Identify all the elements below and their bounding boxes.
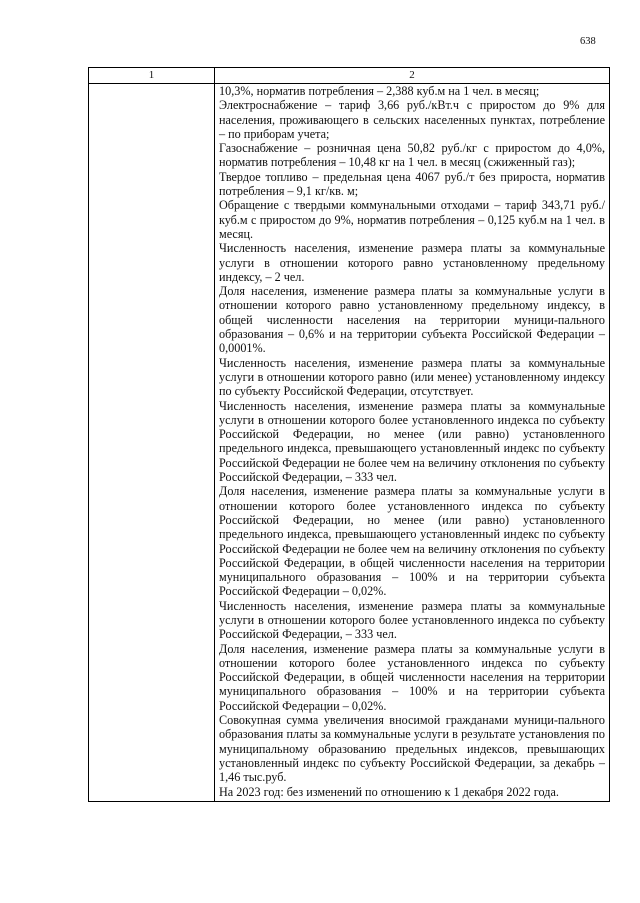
column-header-2: 2 xyxy=(215,68,610,84)
paragraph: Газоснабжение – розничная цена 50,82 руб./кг с приростом до 4,0%, норматив потребления – 10,48 кг на 1 чел. в месяц (сжиженный газ); xyxy=(219,141,605,170)
page-number: 638 xyxy=(580,36,596,47)
table-header-row xyxy=(89,68,610,84)
paragraph: Численность населения, изменение размера платы за коммунальные услуги в отношении которого более установленного индекса по субъекту Российской Федерации, но менее (или равно) установленного предельного индекса, превышающего установленный индекс по субъекту Российской Федерации не более чем на величину отклонения по субъекту Российской Федерации, – 333 чел. xyxy=(219,398,605,485)
paragraph: На 2023 год: без изменений по отношению к 1 декабря 2022 года. xyxy=(219,784,559,799)
paragraph: 10,3%, норматив потребления – 2,388 куб.м на 1 чел. в месяц; xyxy=(219,84,540,98)
paragraph: Доля населения, изменение размера платы за коммунальные услуги в отношении которого равно установленному предельному индексу, в общей численности населения на территории муници-пального образования – 0,6% и на территории субъекта Российской Федерации – 0,0001%. xyxy=(219,284,605,356)
column-header-1: 1 xyxy=(89,68,215,84)
paragraph: Электроснабжение – тариф 3,66 руб./кВт.ч с приростом до 9% для населения, проживающего в сельских населенных пунктах, потребление – по приборам учета; xyxy=(219,98,605,141)
table-row xyxy=(89,84,610,802)
paragraph: Твердое топливо – предельная цена 4067 руб./т без прироста, норматив потребления – 9,1 кг/кв. м; xyxy=(219,169,605,199)
paragraph: Численность населения, изменение размера платы за коммунальные услуги в отношении которого равно (или менее) установленному индексу по субъекту Российской Федерации, отсутствует. xyxy=(219,355,605,399)
paragraph: Доля населения, изменение размера платы за коммунальные услуги в отношении которого более установленного индекса по субъекту Российской Федерации, но менее (или равно) установленного предельного индекса, превышающего установленный индекс по субъекту Российской Федерации не более чем на величину отклонения по субъекту Российской Федерации, в общей численности населения на территории муниципального образования – 100% и на территории субъекта Российской Федерации – 0,02%. xyxy=(219,484,605,599)
document-table xyxy=(88,67,610,802)
paragraph: Численность населения, изменение размера платы за коммунальные услуги в отношении которого равно установленному предельному индексу, – 2 чел. xyxy=(219,241,605,284)
content-paragraphs xyxy=(215,84,609,801)
content-cell xyxy=(215,84,610,802)
paragraph: Совокупная сумма увеличения вносимой гражданами муници-пального образования платы за коммунальные услуги в результате установления по муниципальному образованию предельных индексов, превышающих установленный индекс по субъекту Российской Федерации, за декабрь – 1,46 тыс.руб. xyxy=(219,713,605,785)
empty-cell xyxy=(89,84,215,802)
paragraph: Доля населения, изменение размера платы за коммунальные услуги в отношении которого более установленного индекса по субъекту Российской Федерации, в общей численности населения на территории муниципального образования – 100% и на территории субъекта Российской Федерации – 0,02%. xyxy=(219,641,605,713)
paragraph: Численность населения, изменение размера платы за коммунальные услуги в отношении которого более установленного индекса по субъекту Российской Федерации, – 333 чел. xyxy=(219,598,605,642)
paragraph: Обращение с твердыми коммунальными отходами – тариф 343,71 руб./куб.м с приростом до 9%, норматив потребления – 0,125 куб.м на 1 чел. в месяц. xyxy=(219,198,605,241)
